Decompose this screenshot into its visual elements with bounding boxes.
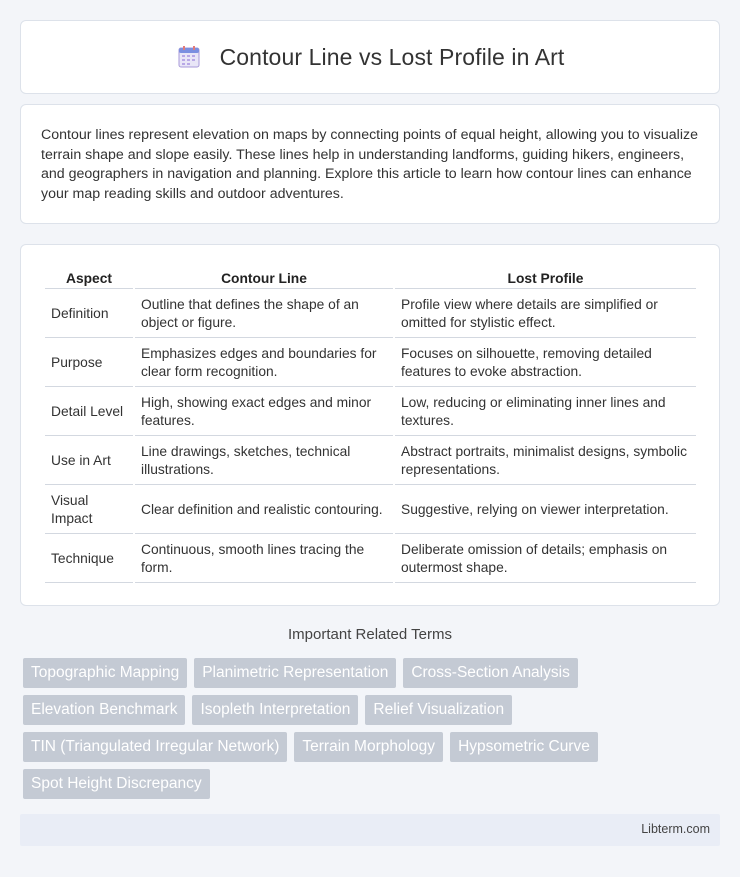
- contour-line-cell: Continuous, smooth lines tracing the form.: [135, 536, 393, 583]
- footer: [20, 814, 720, 846]
- table-row: [45, 340, 696, 387]
- calendar-icon: [176, 44, 202, 70]
- aspect-cell: Detail Level: [45, 389, 133, 436]
- related-term-tag[interactable]: Hypsometric Curve: [450, 732, 598, 762]
- table-header-row: [45, 267, 696, 289]
- related-term-tag[interactable]: Relief Visualization: [365, 695, 512, 725]
- table-row: [45, 536, 696, 583]
- aspect-cell: Definition: [45, 291, 133, 338]
- related-term-tag[interactable]: Topographic Mapping: [23, 658, 187, 688]
- table-row: [45, 438, 696, 485]
- contour-line-cell: Outline that defines the shape of an object or figure.: [135, 291, 393, 338]
- lost-profile-cell: Focuses on silhouette, removing detailed features to evoke abstraction.: [395, 340, 696, 387]
- lost-profile-cell: Deliberate omission of details; emphasis on outermost shape.: [395, 536, 696, 583]
- lost-profile-cell: Low, reducing or eliminating inner lines and textures.: [395, 389, 696, 436]
- column-header-contour-line: Contour Line: [135, 267, 393, 289]
- table-row: [45, 487, 696, 534]
- related-term-tag[interactable]: Planimetric Representation: [194, 658, 396, 688]
- related-term-tag[interactable]: Terrain Morphology: [294, 732, 443, 762]
- related-term-tag[interactable]: Elevation Benchmark: [23, 695, 185, 725]
- aspect-cell: Technique: [45, 536, 133, 583]
- column-header-aspect: Aspect: [45, 267, 133, 289]
- related-term-tag[interactable]: Spot Height Discrepancy: [23, 769, 210, 799]
- column-header-lost-profile: Lost Profile: [395, 267, 696, 289]
- related-terms-list: [23, 658, 623, 799]
- aspect-cell: Use in Art: [45, 438, 133, 485]
- comparison-card: [20, 244, 720, 606]
- intro-text: Contour lines represent elevation on maps by connecting points of equal height, allowing you to visualize terrain shape and slope easily. These lines help in understanding landforms, guiding hikers, engineers, and geographers in navigation and planning. Explore this article to learn how contour lines can enhance your map reading skills and outdoor adventures.: [41, 127, 698, 202]
- table-row: [45, 291, 696, 338]
- related-term-tag[interactable]: Cross-Section Analysis: [403, 658, 578, 688]
- contour-line-cell: High, showing exact edges and minor features.: [135, 389, 393, 436]
- intro-card: [20, 104, 720, 224]
- related-term-tag[interactable]: Isopleth Interpretation: [192, 695, 358, 725]
- contour-line-cell: Emphasizes edges and boundaries for clear form recognition.: [135, 340, 393, 387]
- lost-profile-cell: Suggestive, relying on viewer interpretation.: [395, 487, 696, 534]
- table-row: [45, 389, 696, 436]
- header-card: [20, 20, 720, 94]
- related-term-tag[interactable]: TIN (Triangulated Irregular Network): [23, 732, 287, 762]
- aspect-cell: Visual Impact: [45, 487, 133, 534]
- contour-line-cell: Clear definition and realistic contouring.: [135, 487, 393, 534]
- aspect-cell: Purpose: [45, 340, 133, 387]
- footer-site-link[interactable]: Libterm.com: [641, 822, 710, 836]
- contour-line-cell: Line drawings, sketches, technical illustrations.: [135, 438, 393, 485]
- lost-profile-cell: Abstract portraits, minimalist designs, symbolic representations.: [395, 438, 696, 485]
- page-title: Contour Line vs Lost Profile in Art: [219, 43, 565, 70]
- related-terms-title: Important Related Terms: [288, 626, 452, 643]
- comparison-table: [43, 265, 698, 585]
- lost-profile-cell: Profile view where details are simplified or omitted for stylistic effect.: [395, 291, 696, 338]
